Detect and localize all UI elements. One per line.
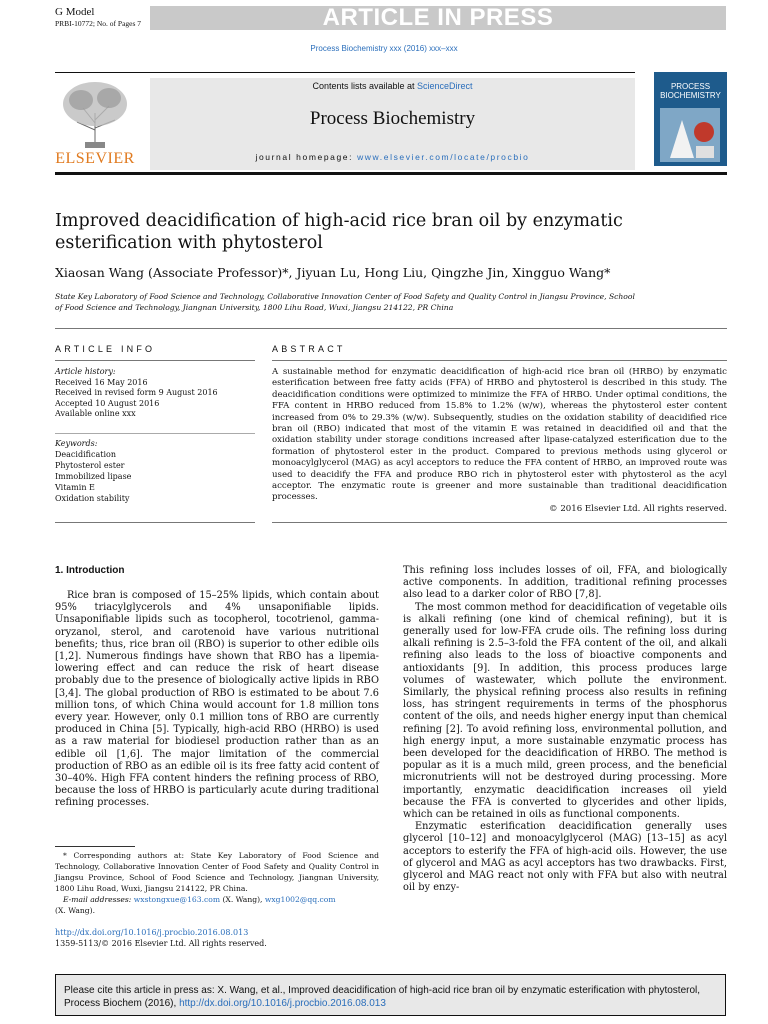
homepage-line <box>150 152 635 162</box>
citation-box <box>55 974 726 1016</box>
history-label: Article history: <box>55 367 116 376</box>
journal-reference[interactable]: Process Biochemistry xxx (2016) xxx–xxx <box>310 44 458 53</box>
abstract-heading: ABSTRACT <box>272 344 346 354</box>
article-info-heading: ARTICLE INFO <box>55 344 156 354</box>
paragraph: This refining loss includes losses of oil, FFA, and biologically active components. In addition, traditional refining processes also lead to a darker color of RBO [7,8]. <box>403 565 727 601</box>
contents-line <box>150 81 635 91</box>
author-list: Xiaosan Wang (Associate Professor)*, Jiyuan Lu, Hong Liu, Qingzhe Jin, Xingguo Wang* <box>55 265 611 280</box>
history-revised: Received in revised form 9 August 2016 <box>55 388 218 397</box>
keywords-label: Keywords: <box>55 439 98 448</box>
homepage-prefix: journal homepage: <box>255 152 358 162</box>
journal-cover <box>654 72 727 166</box>
citation-doi-link[interactable]: http://dx.doi.org/10.1016/j.procbio.2016.08.013 <box>179 998 386 1009</box>
header-rule <box>55 72 635 73</box>
manuscript-number: PRBI-10772; No. of Pages 7 <box>55 19 142 28</box>
keywords-rule <box>55 433 255 434</box>
doi-link[interactable]: http://dx.doi.org/10.1016/j.procbio.2016.08.013 <box>55 928 249 937</box>
body-column-right <box>403 565 727 894</box>
keyword: Deacidification <box>55 450 116 459</box>
keyword: Immobilized lipase <box>55 472 132 481</box>
history-online: Available online xxx <box>55 409 136 418</box>
paragraph: Enzymatic esterification deacidification generally uses glycerol [10–12] and monoacylglycerol (MAG) [13–15] as acyl acceptors to esterify the FFA of high-acid oils. However, the use of glycerol and MAG as acyl acceptors has two drawbacks. First, glycerol and MAG react not only with FFA but also with neutral oil by enzy- <box>403 821 727 894</box>
keywords <box>55 438 255 504</box>
keyword: Oxidation stability <box>55 494 130 503</box>
sciencedirect-link[interactable]: ScienceDirect <box>417 81 473 91</box>
footnote <box>55 850 379 916</box>
email-owner: (X. Wang), <box>220 895 265 904</box>
article-info-rule <box>55 360 255 361</box>
history-received: Received 16 May 2016 <box>55 377 148 387</box>
body-column-left: Rice bran is composed of 15–25% lipids, which contain about 95% triacylglycerols and 4% unsaponifiable lipids. Unsaponifiable lipids such as tocopherol, tocotrienol, gamma-oryzanol, sterol, and carotenoid have various nutritional benefits; thus, rice bran oil (RBO) is superior to other edible oils [1,2]. Numerous findings have shown that RBO has a lipemia-lowering effect and can reduce the risk of heart disease probably due to the presence of biologically active lipids in RBO [3,4]. The global production of RBO is estimated to be about 7.6 million tons, of which China would account for 1.8 million tons every year. However, only 0.1 million tons of RBO are currently produced in China [5]. Typically, high-acid RBO (HRBO) is used as a raw material for biodiesel production rather than as an edible oil [1,6]. The major limitation of the commercial production of RBO as an edible oil is its free fatty acid content of 30–40%. High FFA content hinders the refining process of RBO, because the loss of HRBO is particularly acute during traditional refining processes. <box>55 590 379 809</box>
citation-text: Please cite this article in press as: X. Wang, et al., Improved deacidification of high-acid rice bran oil by enzymatic esterification with phytosterol, Process Biochem (2016), <box>64 985 701 1009</box>
paragraph: The most common method for deacidification of vegetable oils is alkali refining (one kind of chemical refining), but it is generally used for low-FFA crude oils. The refining loss during alkali refining is 2.5–3-fold the FFA content of the oil, and alkali refining also leads to the loss of bioactive components and antioxidants [9]. In addition, this process produces large volumes of wastewater, which pollute the environment. Similarly, the physical refining process also results in refining loss, has stringent requirements in terms of the phosphorus content of the oils, and needs higher energy input than chemical refining [2]. To avoid refining loss, environmental pollution, and high energy input, a more sustainable enzymatic process has been developed for the deacidification of HRBO. The method is popular as it is a much mild, green process, and the beneficial micronutrients will not be destroyed during processing. More importantly, enzymatic deacidification increases oil yield because the FFA is converted to glycerides and other lipids, which can be retained in oils as functional components. <box>403 601 727 821</box>
header-thick-rule <box>55 172 727 175</box>
email-label: E-mail addresses: <box>63 895 134 904</box>
doi-block <box>55 927 379 949</box>
keyword: Vitamin E <box>55 483 95 492</box>
section-rule <box>55 328 727 329</box>
email-link[interactable]: wxg1002@qq.com <box>264 895 336 904</box>
journal-name: Process Biochemistry <box>309 108 476 129</box>
email-link[interactable]: wxstongxue@163.com <box>133 895 221 904</box>
article-in-press-banner: ARTICLE IN PRESS <box>150 6 726 30</box>
homepage-link[interactable]: www.elsevier.com/locate/procbio <box>357 152 530 162</box>
corresponding-author-note: * Corresponding authors at: State Key Laboratory of Food Science and Technology, Collaborative Innovation Center of Food Safety and Quality Control in Jiangsu Province, School of Food Science and Technology, Jiangnan University, 1800 Lihu Road, Wuxi, Jiangsu 214122, PR China. <box>55 851 379 893</box>
article-history <box>55 367 255 420</box>
introduction-heading: 1. Introduction <box>55 565 125 576</box>
issn-line: 1359-5113/© 2016 Elsevier Ltd. All rights reserved. <box>55 939 267 948</box>
manuscript-info <box>55 6 141 30</box>
abstract-text: A sustainable method for enzymatic deacidification of high-acid rice bran oil (HRBO) by enzymatic esterification between free fatty acids (FFA) of HRBO and phytosterol is described in this study. The deacidification conditions were optimized to minimize the FFA of HRBO. Under optimal conditions, the FFA content in HRBO reduced from 15.8% to 1.2% (w/w), whereas the phytosterol ester content increased from 0% to 29.3% (w/w). Subsequently, studies on the oxidation stability of deacidified rice bran oil (RBO) indicated that most of the vitamin E was retained in deacidified oil and that the oxidation stability under storage conditions increased after lipase-catalyzed esterification due to the formation of phytosterol ester in the product. Compared to previous methods using glycerol or monoacylglycerol (MAG) as acyl acceptors to reduce the FFA content of HRBO, an improved route was used to deacidify the FFA and produce RBO rich in phytosterol ester with phytosterol as the acyl acceptor. The enzymatic route is greener and more sustainable than traditional deacidification processes. <box>272 367 727 503</box>
email-line <box>55 894 379 905</box>
gmodel-label: G Model <box>55 6 95 18</box>
keyword: Phytosterol ester <box>55 461 125 470</box>
email-owner: (X. Wang). <box>55 906 95 915</box>
history-accepted: Accepted 10 August 2016 <box>55 398 160 408</box>
affiliation: State Key Laboratory of Food Science and Technology, Collaborative Innovation Center of Food Safety and Quality Control in Jiangsu Province, School of Food Science and Technology, Jiangnan University, 1800 Lihu Road, Wuxi, Jiangsu 214122, PR China <box>55 292 635 312</box>
cover-title: PROCESS BIOCHEMISTRY <box>660 82 721 100</box>
article-title: Improved deacidification of high-acid rice bran oil by enzymatic esterification with phytosterol <box>55 211 623 253</box>
abstract-rule <box>272 360 727 361</box>
footnote-rule <box>55 846 135 847</box>
contents-prefix: Contents lists available at <box>312 81 418 91</box>
article-info-bottom-rule <box>55 522 255 523</box>
abstract-bottom-rule <box>272 522 727 523</box>
copyright: © 2016 Elsevier Ltd. All rights reserved. <box>549 504 727 514</box>
elsevier-wordmark: ELSEVIER <box>55 150 135 167</box>
